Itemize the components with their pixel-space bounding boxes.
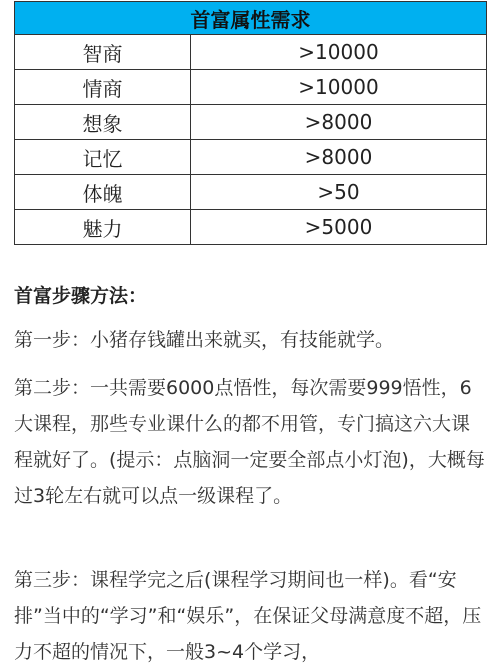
attribute-requirement: >50	[191, 175, 487, 210]
section-heading: 首富步骤方法：	[14, 285, 148, 307]
step-two-paragraph: 第二步：一共需要6000点悟性，每次需要999悟性，6大课程，那些专业课什么的都不用管，专门搞这六大课程就好了。(提示：点脑洞一定要全部点小灯泡)，大概每过3轮左右就可以点一级课程了。	[14, 377, 485, 507]
step-one-paragraph: 第一步：小猪存钱罐出来就买，有技能就学。	[14, 329, 395, 351]
table-row	[15, 140, 487, 175]
table-header-row	[15, 2, 487, 35]
attribute-name: 魅力	[15, 210, 191, 245]
attribute-requirements-table	[14, 1, 487, 245]
attribute-name: 想象	[15, 105, 191, 140]
table-row	[15, 70, 487, 105]
attribute-name: 体魄	[15, 175, 191, 210]
attribute-requirement: >8000	[191, 140, 487, 175]
attribute-name: 智商	[15, 35, 191, 70]
table-row	[15, 105, 487, 140]
attribute-requirement: >5000	[191, 210, 487, 245]
attribute-requirement: >10000	[191, 35, 487, 70]
attribute-name: 情商	[15, 70, 191, 105]
attribute-requirement: >10000	[191, 70, 487, 105]
attribute-requirement: >8000	[191, 105, 487, 140]
table-row	[15, 35, 487, 70]
table-row	[15, 175, 487, 210]
table-title: 首富属性需求	[15, 2, 487, 35]
table-row	[15, 210, 487, 245]
attribute-name: 记忆	[15, 140, 191, 175]
step-three-paragraph: 第三步：课程学完之后(课程学习期间也一样)。看“安排”当中的“学习”和“娱乐”，在保证父母满意度不超，压力不超的情况下，一般3~4个学习，	[14, 569, 482, 663]
